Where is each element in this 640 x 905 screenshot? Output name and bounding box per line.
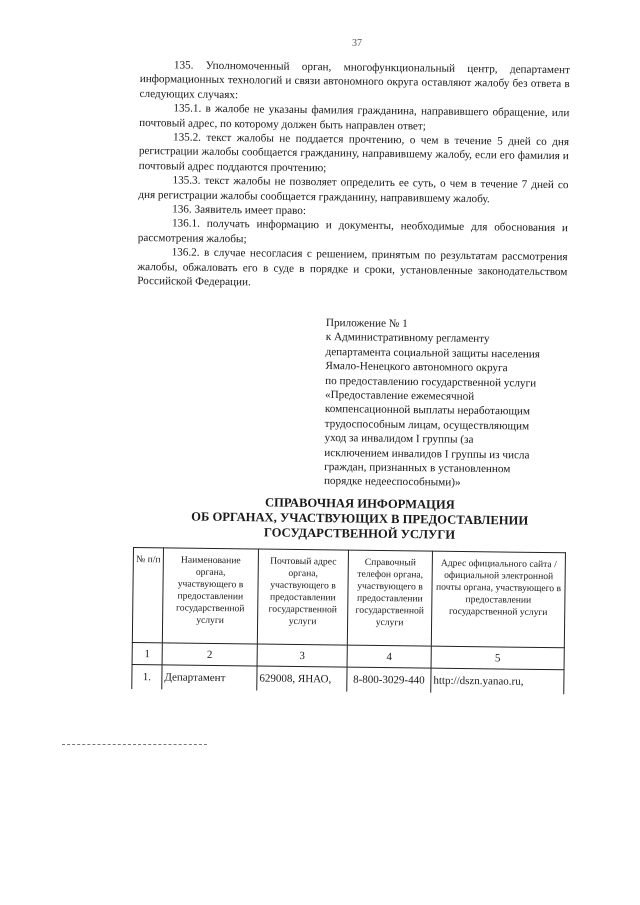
- column-header: Наименование органа, участвующего в предоставлении государственной услуги: [162, 548, 258, 644]
- paragraph: 135.2. текст жалобы не поддается прочтению, о чем в течение 5 дней со дня регистрации жалобы сообщается гражданину, направившему жалобу, если его фамилия и почтовый адрес поддаются прочтению;: [138, 131, 570, 175]
- heading-line: ГОСУДАРСТВЕННОЙ УСЛУГИ: [263, 525, 456, 542]
- paragraph: 135.3. текст жалобы не позволяет определить ее суть, о чем в течение 7 дней со дня регистрации жалобы сообщается гражданину, направившему жалобу.: [138, 174, 569, 205]
- reference-info-heading: [149, 494, 570, 544]
- column-number: 2: [162, 643, 257, 666]
- table-cell: 8-800-3029-440: [347, 667, 431, 693]
- table-header-row: [132, 548, 565, 648]
- appendix-line: граждан, признанных в установленном: [324, 461, 511, 476]
- appendix-line: департамента социальной защиты населения: [325, 345, 541, 361]
- column-number: 5: [431, 646, 564, 670]
- table-cell: 629008, ЯНАО,: [257, 666, 347, 692]
- heading-line: СПРАВОЧНАЯ ИНФОРМАЦИЯ: [264, 495, 455, 512]
- paragraph: 136. Заявитель имеет право:: [172, 203, 307, 218]
- appendix-line: трудоспособным лицам, осуществляющим: [324, 417, 530, 433]
- table-cell: http://dszn.yanao.ru,: [431, 668, 564, 694]
- column-header: Адрес официального сайта /официальной электронной почты органа, участвующего в предоставлении государственной услуги: [431, 551, 565, 648]
- column-number: 1: [132, 642, 162, 664]
- column-header: № п/п: [132, 548, 163, 643]
- page-number: 37: [352, 38, 362, 49]
- column-number: 4: [347, 645, 431, 668]
- appendix-line: порядке недееспособными)»: [323, 475, 461, 490]
- appendix-line: к Административному регламенту: [325, 331, 490, 346]
- table-cell: Департамент: [162, 665, 257, 691]
- appendix-line: исключением инвалидов I группы из числа: [324, 446, 530, 462]
- paragraph: 135.1. в жалобе не указаны фамилия гражданина, направившего обращение, или почтовый адрес, по которому должен быть направлен ответ;: [139, 102, 570, 133]
- appendix-line: уход за инвалидом I группы (за: [324, 432, 474, 447]
- table-cell: 1.: [132, 664, 162, 689]
- appendix-line: по предоставлению государственной услуги: [325, 374, 537, 390]
- agencies-table: [131, 547, 566, 694]
- paragraph: 135. Уполномоченный орган, многофункциональный центр, департамент информационных технологий и связи автономного округа оставляют жалобу без ответа в следующих случаях:: [139, 59, 570, 102]
- paragraph: 136.1. получать информацию и документы, необходимые для обоснования и рассмотрения жалобы;: [137, 217, 569, 246]
- column-number: 3: [257, 644, 347, 667]
- appendix-line: Ямало-Ненецкого автономного округа: [325, 360, 508, 375]
- appendix-line: «Предоставление ежемесячной: [324, 389, 475, 403]
- footer-dashed-line: [62, 744, 207, 745]
- appendix-line: Приложение № 1: [325, 316, 408, 330]
- complaint-rules-text: [137, 58, 570, 294]
- appendix-line: компенсационной выплаты неработающим: [324, 403, 531, 418]
- column-header: Почтовый адрес органа, участвующего в предоставлении государственной услуги: [257, 549, 348, 645]
- paragraph: 136.2. в случае несогласия с решением, принятым по результатам рассмотрения жалобы, обжаловать его в суде в порядке и сроки, установленные законодательством Российской Федерации.: [137, 246, 568, 289]
- heading-line: ОБ ОРГАНАХ, УЧАСТВУЮЩИХ В ПРЕДОСТАВЛЕНИИ: [191, 509, 529, 528]
- appendix-block: [324, 316, 558, 492]
- table-row: [132, 664, 564, 694]
- column-header: Справочный телефон органа, участвующего в предоставлении государственной услуги: [347, 550, 432, 646]
